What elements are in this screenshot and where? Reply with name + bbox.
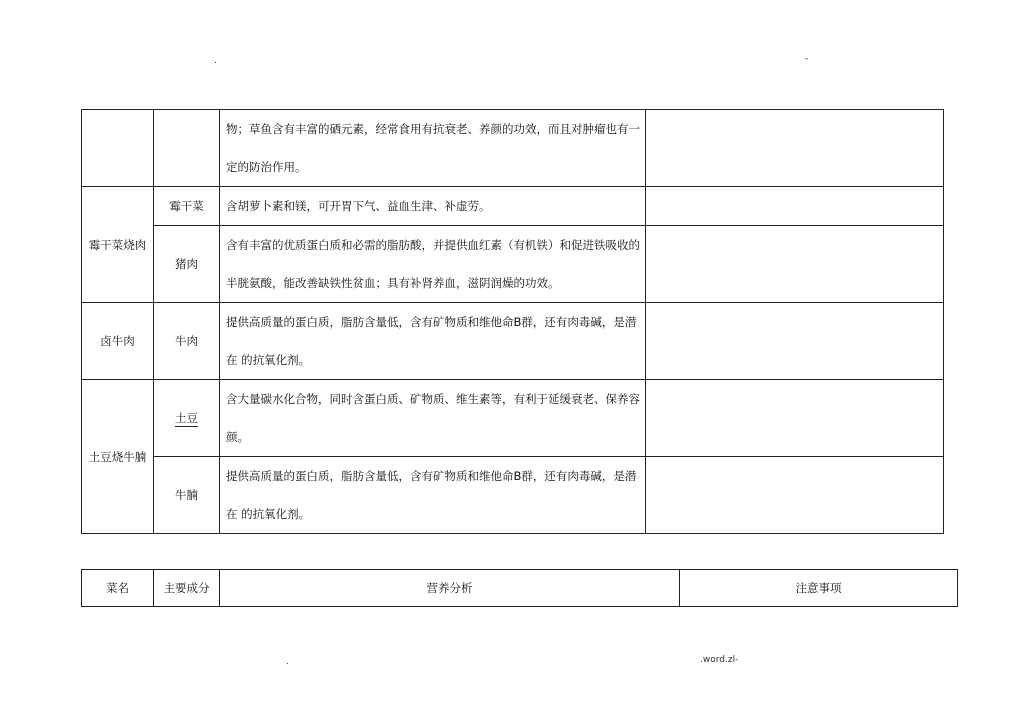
header-left-mark: . bbox=[214, 56, 217, 66]
table-row bbox=[82, 110, 944, 187]
table-row bbox=[82, 457, 944, 534]
notes-cell bbox=[646, 457, 944, 534]
ingredient-cell bbox=[154, 110, 220, 187]
notes-cell bbox=[646, 380, 944, 457]
ingredient-cell: 牛肉 bbox=[154, 303, 220, 380]
nutrition-table bbox=[81, 109, 944, 534]
footer-right-text: .word.zl- bbox=[700, 655, 739, 665]
dish-cell: 霉干菜烧肉 bbox=[82, 187, 154, 303]
analysis-cell: 提供高质量的蛋白质，脂肪含量低，含有矿物质和维他命B群，还有肉毒碱，是潜在 的抗氧化剂。 bbox=[220, 303, 646, 380]
header-main-ingredient: 主要成分 bbox=[154, 570, 220, 607]
analysis-cell: 物；草鱼含有丰富的硒元素，经常食用有抗衰老、养颜的功效，而且对肿瘤也有一定的防治作用。 bbox=[220, 110, 646, 187]
analysis-cell: 提供高质量的蛋白质，脂肪含量低，含有矿物质和维他命B群，还有肉毒碱，是潜在 的抗氧化剂。 bbox=[220, 457, 646, 534]
notes-cell bbox=[646, 187, 944, 226]
analysis-cell: 含胡萝卜素和镁，可开胃下气、益血生津、补虚劳。 bbox=[220, 187, 646, 226]
header-dish-name: 菜名 bbox=[82, 570, 154, 607]
notes-cell bbox=[646, 110, 944, 187]
analysis-cell: 含大量碳水化合物，同时含蛋白质、矿物质、维生素等，有利于延缓衰老、保养容颜。 bbox=[220, 380, 646, 457]
ingredient-cell: 牛腩 bbox=[154, 457, 220, 534]
notes-cell bbox=[646, 303, 944, 380]
footer-left-mark: . bbox=[286, 657, 289, 667]
table-header-row bbox=[82, 570, 958, 607]
ingredient-cell: 猪肉 bbox=[154, 226, 220, 303]
analysis-cell: 含有丰富的优质蛋白质和必需的脂肪酸，并提供血红素（有机铁）和促进铁吸收的半胱氨酸，能改善缺铁性贫血；具有补肾养血，滋阴润燥的功效。 bbox=[220, 226, 646, 303]
table-row bbox=[82, 187, 944, 226]
dish-cell: 土豆烧牛腩 bbox=[82, 380, 154, 534]
dish-cell: 卤牛肉 bbox=[82, 303, 154, 380]
header-notes: 注意事项 bbox=[680, 570, 958, 607]
header-table bbox=[81, 569, 958, 607]
table-row bbox=[82, 226, 944, 303]
notes-cell bbox=[646, 226, 944, 303]
ingredient-label: 土豆 bbox=[175, 411, 198, 425]
dish-cell bbox=[82, 110, 154, 187]
table-row bbox=[82, 380, 944, 457]
ingredient-cell: 霉干菜 bbox=[154, 187, 220, 226]
table-row bbox=[82, 303, 944, 380]
header-nutrition-analysis: 营养分析 bbox=[220, 570, 680, 607]
ingredient-cell bbox=[154, 380, 220, 457]
header-right-mark: - bbox=[805, 54, 809, 64]
